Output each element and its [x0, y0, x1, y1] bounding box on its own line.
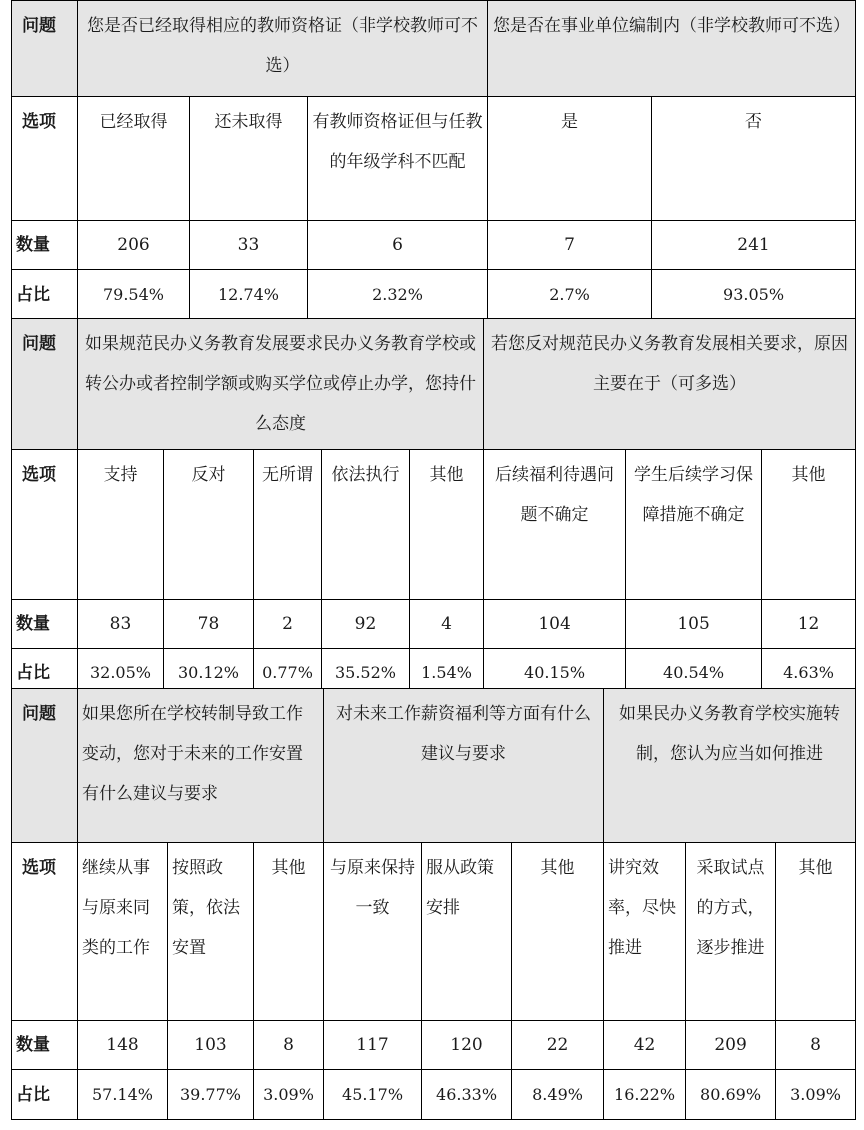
count-cell: 209	[686, 1021, 776, 1070]
ratio-cell: 2.7%	[488, 270, 652, 320]
option-cell: 无所谓	[254, 450, 322, 600]
row-label-ratio: 占比	[12, 1070, 78, 1120]
option-cell: 有教师资格证但与任教的年级学科不匹配	[308, 97, 488, 221]
count-cell: 206	[78, 221, 190, 270]
option-cell: 学生后续学习保障措施不确定	[626, 450, 762, 600]
option-cell: 其他	[410, 450, 484, 600]
count-cell: 2	[254, 600, 322, 649]
ratio-cell: 80.69%	[686, 1070, 776, 1120]
option-cell: 采取试点的方式，逐步推进	[686, 843, 776, 1021]
count-cell: 7	[488, 221, 652, 270]
option-cell: 按照政策，依法安置	[168, 843, 254, 1021]
ratio-cell: 3.09%	[776, 1070, 856, 1120]
option-cell: 还未取得	[190, 97, 308, 221]
ratio-cell: 12.74%	[190, 270, 308, 320]
ratio-cell: 8.49%	[512, 1070, 604, 1120]
survey-table-policy-attitude	[11, 318, 856, 698]
question-job-placement: 如果您所在学校转制导致工作变动，您对于未来的工作安置有什么建议与要求	[78, 689, 324, 843]
count-cell: 120	[422, 1021, 512, 1070]
ratio-cell: 32.05%	[78, 649, 164, 698]
ratio-cell: 46.33%	[422, 1070, 512, 1120]
ratio-cell: 30.12%	[164, 649, 254, 698]
count-cell: 33	[190, 221, 308, 270]
row-label-count: 数量	[12, 221, 78, 270]
option-cell: 反对	[164, 450, 254, 600]
ratio-cell: 93.05%	[652, 270, 856, 320]
count-cell: 83	[78, 600, 164, 649]
row-label-question: 问题	[12, 689, 78, 843]
row-label-count: 数量	[12, 1021, 78, 1070]
row-label-count: 数量	[12, 600, 78, 649]
option-cell: 后续福利待遇问题不确定	[484, 450, 626, 600]
row-label-ratio: 占比	[12, 270, 78, 320]
option-cell: 其他	[762, 450, 856, 600]
question-opposition-reason: 若您反对规范民办义务教育发展相关要求，原因主要在于（可多选）	[484, 319, 856, 450]
option-cell: 依法执行	[322, 450, 410, 600]
survey-document	[11, 0, 855, 1120]
count-cell: 4	[410, 600, 484, 649]
ratio-cell: 0.77%	[254, 649, 322, 698]
count-cell: 22	[512, 1021, 604, 1070]
count-cell: 8	[776, 1021, 856, 1070]
question-transition-approach: 如果民办义务教育学校实施转制，您认为应当如何推进	[604, 689, 856, 843]
question-salary-welfare: 对未来工作薪资福利等方面有什么建议与要求	[324, 689, 604, 843]
count-cell: 103	[168, 1021, 254, 1070]
option-cell: 支持	[78, 450, 164, 600]
ratio-cell: 40.54%	[626, 649, 762, 698]
survey-table-transition	[11, 688, 856, 1120]
ratio-cell: 1.54%	[410, 649, 484, 698]
count-cell: 12	[762, 600, 856, 649]
option-cell: 其他	[254, 843, 324, 1021]
row-label-question: 问题	[12, 1, 78, 97]
option-cell: 已经取得	[78, 97, 190, 221]
ratio-cell: 16.22%	[604, 1070, 686, 1120]
row-label-option: 选项	[12, 97, 78, 221]
row-label-question: 问题	[12, 319, 78, 450]
ratio-cell: 3.09%	[254, 1070, 324, 1120]
ratio-cell: 39.77%	[168, 1070, 254, 1120]
question-policy-attitude: 如果规范民办义务教育发展要求民办义务教育学校或转公办或者控制学额或购买学位或停止办学，您持什么态度	[78, 319, 484, 450]
count-cell: 117	[324, 1021, 422, 1070]
option-cell: 其他	[776, 843, 856, 1021]
survey-table-teacher-qualification	[11, 0, 856, 320]
ratio-cell: 79.54%	[78, 270, 190, 320]
option-cell: 讲究效率，尽快推进	[604, 843, 686, 1021]
ratio-cell: 40.15%	[484, 649, 626, 698]
count-cell: 148	[78, 1021, 168, 1070]
question-teacher-certificate: 您是否已经取得相应的教师资格证（非学校教师可不选）	[78, 1, 488, 97]
question-public-institution: 您是否在事业单位编制内（非学校教师可不选）	[488, 1, 856, 97]
count-cell: 92	[322, 600, 410, 649]
option-cell: 其他	[512, 843, 604, 1021]
row-label-option: 选项	[12, 843, 78, 1021]
count-cell: 241	[652, 221, 856, 270]
count-cell: 6	[308, 221, 488, 270]
ratio-cell: 35.52%	[322, 649, 410, 698]
ratio-cell: 45.17%	[324, 1070, 422, 1120]
ratio-cell: 4.63%	[762, 649, 856, 698]
option-cell: 与原来保持一致	[324, 843, 422, 1021]
ratio-cell: 2.32%	[308, 270, 488, 320]
option-cell: 继续从事与原来同类的工作	[78, 843, 168, 1021]
option-cell: 否	[652, 97, 856, 221]
option-cell: 服从政策安排	[422, 843, 512, 1021]
count-cell: 8	[254, 1021, 324, 1070]
ratio-cell: 57.14%	[78, 1070, 168, 1120]
option-cell: 是	[488, 97, 652, 221]
count-cell: 42	[604, 1021, 686, 1070]
row-label-option: 选项	[12, 450, 78, 600]
row-label-ratio: 占比	[12, 649, 78, 698]
count-cell: 104	[484, 600, 626, 649]
count-cell: 105	[626, 600, 762, 649]
count-cell: 78	[164, 600, 254, 649]
